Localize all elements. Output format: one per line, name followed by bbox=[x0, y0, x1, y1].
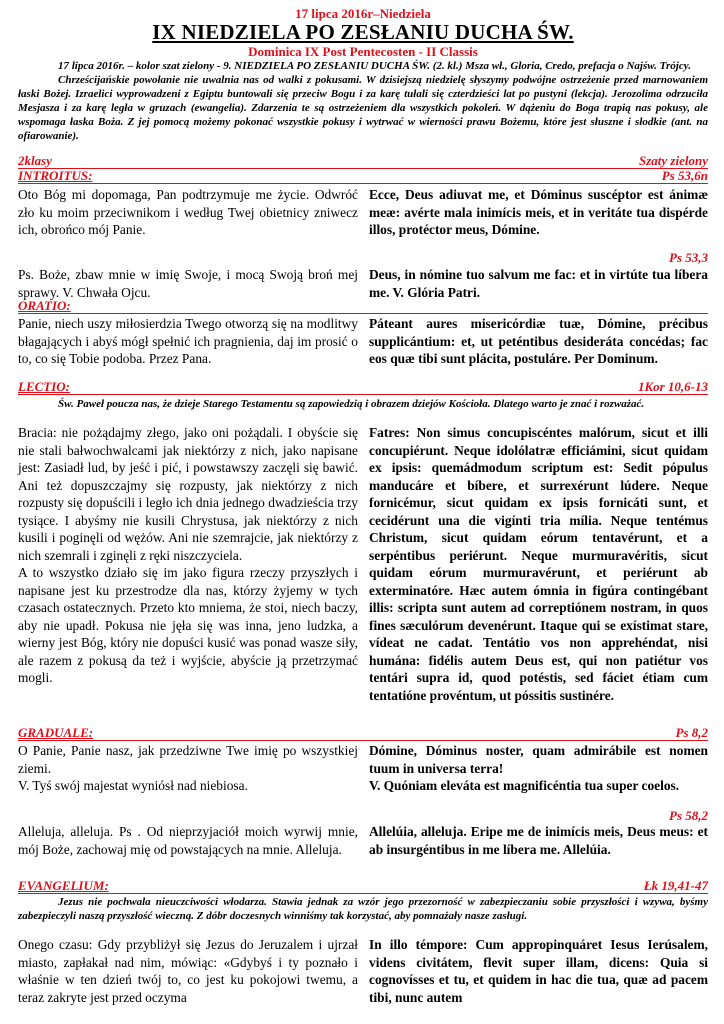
lectio-latin: Fatres: Non simus concupiscéntes malórum, sicut et illi concupiérunt. Neque idolólatræ efficiámini, sicut quidam ex ipsis: quemádmodum scriptum est: Sedit pópulus manducáre et bíbere, et surrexérunt lúdere. Neque fornicémur, sicut quidam ex ipsis fornicáti sunt, et cecidérunt una die vigínti tria mília. Neque tentémus Christum, sicut quidam eórum tentavérunt, et a serpéntibus periérunt. Neque murmuravéritis, sicut quidam eórum murmuravérunt, et periérunt ab exterminatóre. Hæc autem ómnia in figúra contingébant illis: scripta sunt autem ad correptiónem nostram, in quos fines sæculórum devenérunt. Itaque qui se exístimat stare, vídeat ne cadat. Tentátio vos non apprehéndat, nisi humána: fidélis autem Deus est, qui non patiétur vos tentári supra id, quod potéstis, sed fáciet étiam cum tentatióne provéntum, ut póssitis sustinére. bbox=[369, 425, 708, 703]
lectio-label: LECTIO: bbox=[18, 379, 70, 394]
lectio-polish-para-2: A to wszystko działo się im jako figura rzeczy przyszłych i napisane jest ku przestrodze dla nas, którzy żyjemy w tych czasach ostatecznych. Przeto kto mniema, że stoi, niech baczy, aby nie upadł. Pokusa nie jęła się was inna, jeno ludzka, a wierny jest Bóg, który nie dopuści kusić was ponad wasze siły, ale razem z pokusą da też i wyjście, abyście ją przetrzymać mogli. bbox=[18, 565, 358, 685]
lectio-note-text: Św. Paweł poucza nas, że dzieje Starego Testamentu są zapowiedzią i obrazem dziejów Kościoła. Dlatego warto je znać i rozważać. bbox=[58, 398, 645, 410]
lectio-polish-para-1: Bracia: nie pożądajmy złego, jako oni pożądali. I obyście się nie stali bałwochwalcami jak niektórzy z nich, jako napisane jest: Zasiadł lud, by jeść i pić, i powstawszy zaczęli się bawić. Ani też dopuszczajmy się rozpusty, jak niektórzy z nich rozpusty się dopuścili i legło ich dnia jednego dwadzieścia trzy tysiące. I abyśmy nie kusili Chrystusa, jak niektórzy z nich kusili i poginęli od wężów. Ani nie szemrajcie, jak niektórzy z nich szemrali i zginęli z ręki niszczyciela. bbox=[18, 425, 358, 563]
page-title: IX NIEDZIELA PO ZESŁANIU DUCHA ŚW. bbox=[152, 20, 574, 44]
oratio-label: ORATIO: bbox=[18, 298, 71, 313]
intro-line-2: Chrześcijańskie powołanie nie uwalnia nas od walki z pokusami. W dzisiejszą niedzielę słyszymy podwójne ostrzeżenie przed marnowaniem łaski Bożej. Izraelici wyprowadzeni z Egiptu buntowali się przeciw Bogu i za karę tułali się czterdzieści lat po pustyni (lekcja). Jerozolima odrzuciła Mesjasza i za karę legła w gruzach (ewangelia). Zdarzenia te są ostrzeżeniem dla wszystkich pokoleń. W dążeniu do Boga trapią nas pokusy, ale wspomaga łaska Boża. Z jej pomocą możemy pokonać wszystkie pokusy i wytrwać w wierności prawu Bożemu, które jest słuszne i słodkie (ant. na ofiarowanie). bbox=[18, 74, 708, 142]
evangelium-polish: Onego czasu: Gdy przybliżył się Jezus do Jeruzalem i ujrzał miasto, zapłakał nad nim, mówiąc: «Gdybyś i ty poznało i właśnie w ten dzień twój to, co jest ku pokojowi twemu, a teraz zakryte jest przed oczyma bbox=[18, 937, 358, 1005]
introitus-ref-2: Ps 53,3 bbox=[669, 250, 708, 265]
graduale-polish bbox=[18, 742, 358, 795]
introitus-psalm-latin: Deus, in nómine tuo salvum me fac: et in virtúte tua líbera me. V. Glória Patri. bbox=[369, 267, 708, 300]
vestment-color: Szaty zielony bbox=[639, 153, 708, 168]
class-bar bbox=[18, 153, 708, 169]
graduale-label: GRADUALE: bbox=[18, 725, 94, 740]
graduale-header bbox=[18, 725, 708, 741]
evangelium-header bbox=[18, 878, 708, 894]
alleluia-polish: Alleluja, alleluja. Ps . Od nieprzyjaciół moich wyrwij mnie, mój Boże, zachowaj mię od powstających na mnie. Alleluja. bbox=[18, 824, 358, 857]
introitus-polish: Oto Bóg mi dopomaga, Pan podtrzymuje me życie. Odwróć zło ku moim przeciwnikom i według Twej obietnicy zniwecz ich, obrońco mój Panie. bbox=[18, 187, 358, 237]
lectio-note bbox=[18, 397, 708, 411]
class-label: 2klasy bbox=[18, 153, 52, 168]
graduale-latin-2: V. Quóniam eleváta est magnificéntia tua super coelos. bbox=[369, 778, 680, 793]
oratio-latin: Páteant aures misericórdiæ tuæ, Dómine, précibus supplicántium: et, ut peténtibus desideráta concédas; fac eos quæ tibi sunt plácita, postuláre. Per Dominum. bbox=[369, 316, 708, 366]
introitus-label: INTROITUS: bbox=[18, 168, 93, 183]
date-line: 17 lipca 2016r–Niedziela bbox=[295, 6, 431, 21]
oratio-polish: Panie, niech uszy miłosierdzia Twego otworzą się na modlitwy błagających i abyś mógł spełnić ich pragnienia, daj im prosić o to, co się Tobie podoba. Przez Pana. bbox=[18, 316, 358, 366]
evangelium-note-text: Jezus nie pochwala nieuczciwości włodarza. Stawia jednak za wzór jego przezorność w zabezpieczaniu sobie przyszłości i wzywa, byśmy zabezpieczyli naszą przyszłość wieczną. Z dóbr doczesnych winniśmy tak korzystać, aby pomnażały nasze zasługi. bbox=[18, 896, 708, 922]
introitus-psalm-polish: Ps. Boże, zbaw mnie w imię Swoje, i mocą Swoją broń mej sprawy. V. Chwała Ojcu. bbox=[18, 267, 358, 300]
evangelium-label: EVANGELIUM: bbox=[18, 878, 109, 893]
oratio-header bbox=[18, 298, 708, 314]
lectio-polish bbox=[18, 424, 358, 687]
evangelium-ref: Łk 19,41-47 bbox=[643, 878, 708, 893]
lectio-ref: 1Kor 10,6-13 bbox=[637, 379, 708, 394]
graduale-ref: Ps 8,2 bbox=[675, 725, 708, 740]
alleluia-ref: Ps 58,2 bbox=[669, 808, 708, 823]
evangelium-latin: In illo témpore: Cum appropinquáret Iesus Ierúsalem, videns civitátem, flevit super illam, dicens: Quia si cognovísses et tu, et quidem in hac die tua, quæ ad pacem tibi, nunc autem bbox=[369, 937, 708, 1005]
graduale-polish-2: V. Tyś swój majestat wyniósł nad niebiosa. bbox=[18, 778, 248, 793]
graduale-latin-1: Dómine, Dóminus noster, quam admirábile est nomen tuum in universa terra! bbox=[369, 743, 708, 776]
evangelium-note bbox=[18, 895, 708, 923]
alleluia-latin: Allelúia, alleluja. Eripe me de inimícis meis, Deus meus: et ab insurgéntibus in me líbera me. Allelúia. bbox=[369, 824, 708, 857]
graduale-polish-1: O Panie, Panie nasz, jak przedziwne Twe imię po wszystkiej ziemi. bbox=[18, 743, 358, 776]
page-subtitle: Dominica IX Post Pentecosten - II Classis bbox=[248, 44, 478, 59]
graduale-latin bbox=[369, 742, 708, 795]
intro-text bbox=[18, 59, 708, 143]
introitus-ref: Ps 53,6n bbox=[661, 168, 708, 183]
introitus-header bbox=[18, 168, 708, 184]
lectio-header bbox=[18, 379, 708, 395]
introitus-latin: Ecce, Deus adiuvat me, et Dóminus suscéptor est ánimæ meæ: avérte mala inimícis meis, et in veritáte tua dispérde illos, protéctor meus, Dómine. bbox=[369, 187, 708, 237]
intro-line-1: 17 lipca 2016r. – kolor szat zielony - 9. NIEDZIELA PO ZESŁANIU DUCHA ŚW. (2. kl.) Msza wł., Gloria, Credo, prefacja o Najśw. Trójcy. bbox=[58, 60, 691, 72]
